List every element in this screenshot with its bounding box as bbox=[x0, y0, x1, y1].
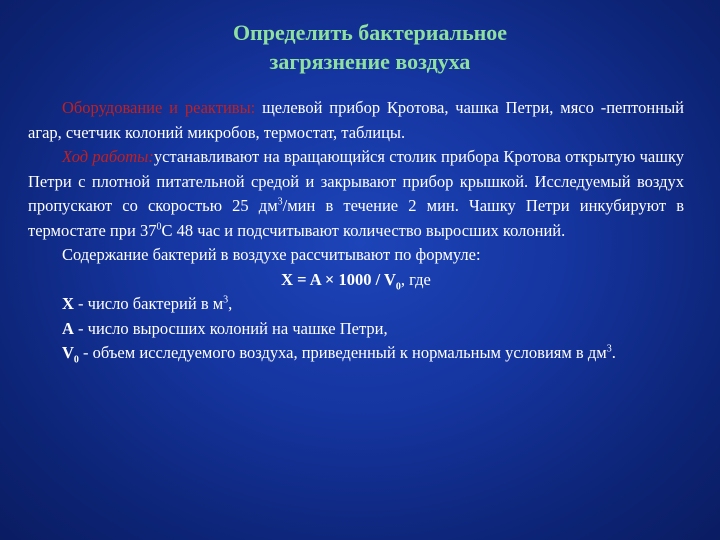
formula-intro: Содержание бактерий в воздухе рассчитывают по формуле: bbox=[62, 245, 481, 264]
definition-x bbox=[28, 292, 684, 317]
definition-v0-exp: 3 bbox=[606, 343, 612, 355]
procedure-exp-1: 3 bbox=[277, 196, 283, 208]
title-line-2: загрязнение воздуха bbox=[269, 49, 471, 74]
procedure-text-2: /мин в течение 2 мин. Чашку Петри инкубируют в термостате при 37 bbox=[28, 196, 684, 240]
slide-body bbox=[28, 96, 684, 366]
definition-a-text: - число выросших колоний на чашке Петри, bbox=[73, 318, 388, 338]
procedure-label: Ход работы: bbox=[62, 147, 154, 166]
equipment-paragraph bbox=[28, 96, 684, 145]
formula bbox=[28, 268, 684, 293]
definition-v0-tail: . bbox=[611, 343, 616, 362]
equipment-label: Оборудование и реактивы: bbox=[62, 98, 256, 117]
definition-x-text: - число бактерий в м bbox=[73, 294, 224, 313]
definition-v0-symbol: V bbox=[62, 343, 74, 362]
definition-x-symbol: X bbox=[62, 294, 74, 313]
definition-x-tail: , bbox=[228, 294, 233, 313]
formula-main: X = A × 1000 / V bbox=[281, 269, 396, 289]
definition-a-symbol: А bbox=[62, 318, 74, 338]
slide-title bbox=[150, 18, 590, 76]
title-line-1: Определить бактериальное bbox=[232, 20, 508, 45]
procedure-text-3: С 48 час и подсчитывают количество выросших колоний. bbox=[161, 220, 566, 240]
equipment-text: щелевой прибор Кротова, чашка Петри, мясо -пептонный агар, счетчик колоний микробов, термостат, таблицы. bbox=[28, 98, 684, 142]
procedure-paragraph bbox=[28, 145, 684, 243]
definition-v0-sub: 0 bbox=[73, 354, 79, 366]
procedure-exp-2: 0 bbox=[156, 221, 162, 232]
definition-v0-text: - объем исследуемого воздуха, приведенный к нормальным условиям в дм bbox=[78, 343, 607, 362]
definition-v0 bbox=[28, 341, 684, 366]
procedure-text-1: устанавливают на вращающийся столик прибора Кротова открытую чашку Петри с плотной питательной средой и закрывают прибор крышкой. Исследуемый воздух пропускают со скоростью 25 дм bbox=[28, 147, 684, 215]
formula-sub: 0 bbox=[395, 280, 401, 292]
definition-x-exp: 3 bbox=[223, 294, 229, 306]
definition-a bbox=[28, 317, 684, 342]
formula-suffix: , где bbox=[400, 269, 431, 289]
